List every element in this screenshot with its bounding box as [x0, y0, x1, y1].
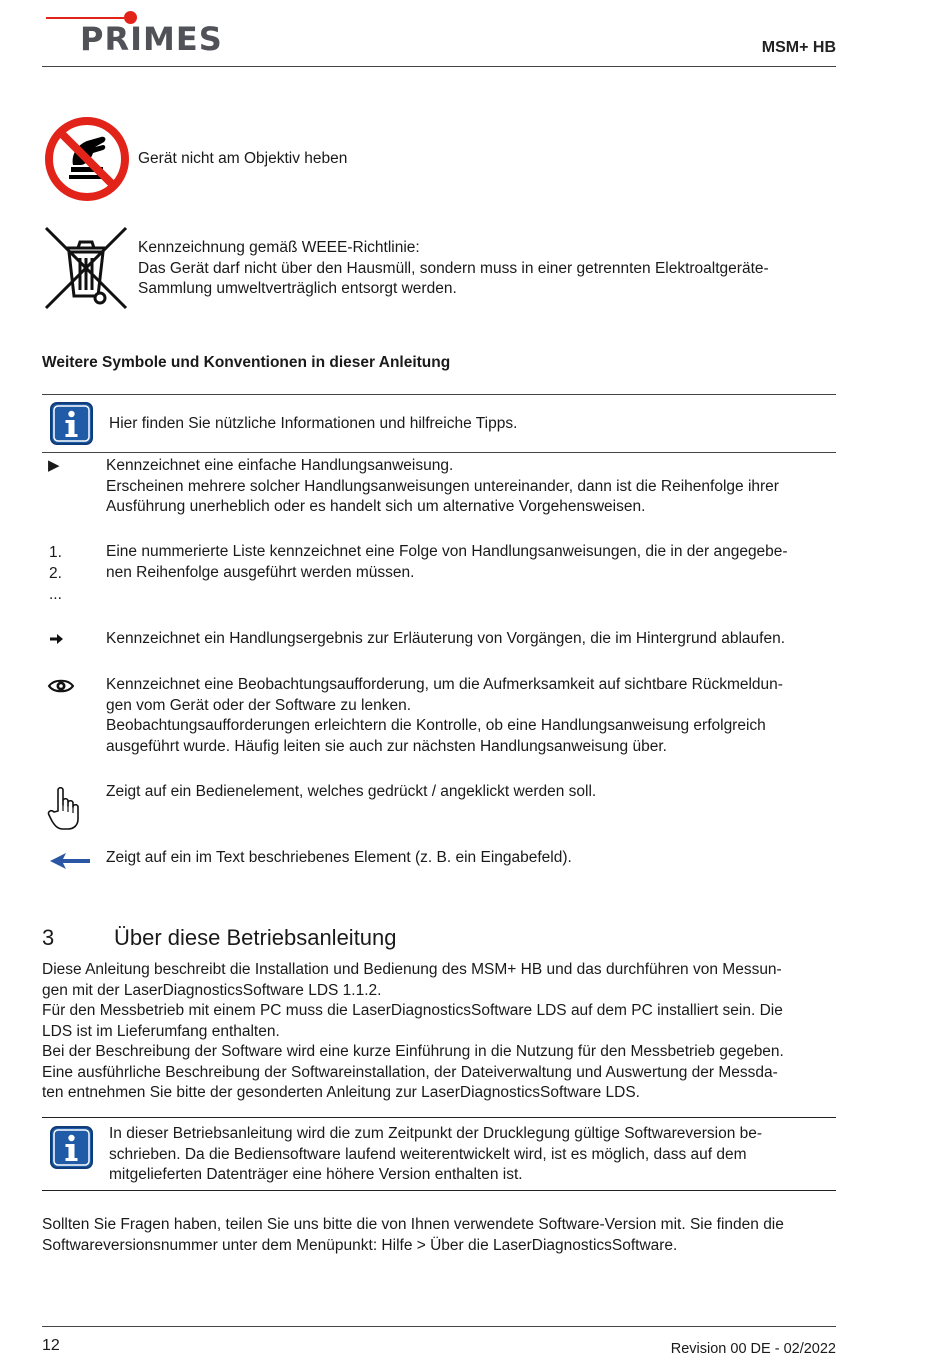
info-box-divider-bottom: [42, 1190, 836, 1191]
result-arrow-icon: [50, 633, 64, 645]
info-icon: [49, 1125, 94, 1170]
document-id: MSM+ HB: [761, 39, 836, 56]
logo-swoosh: [46, 17, 124, 19]
arrow-convention-text: Zeigt auf ein im Text beschriebenes Element (z. B. ein Eingabefeld).: [106, 849, 572, 866]
pointer-arrow-icon: [50, 851, 90, 871]
eye-icon: [47, 677, 75, 695]
conventions-heading: Weitere Symbole und Konventionen in dieser Anleitung: [42, 354, 451, 371]
info-icon: [49, 401, 94, 446]
step-convention-text: Kennzeichnet eine einfache Handlungsanweisung. Erscheinen mehrere solcher Handlungsanweisungen untereinander, dann ist die Reihenfolge ihrer Ausführung unerheblich oder es handelt sich um alternative Vorgehensweisen.: [106, 457, 779, 515]
weee-crossed-bin-icon: [42, 224, 130, 312]
info-box-divider-top: [42, 1117, 836, 1118]
info-convention-text: Hier finden Sie nützliche Informationen und hilfreiche Tipps.: [109, 415, 518, 432]
section-number: 3: [42, 925, 55, 950]
symbol-text-weee: Kennzeichnung gemäß WEEE-Richtlinie: Das Gerät darf nicht über den Hausmüll, sondern muss in einer getrennten Elektroaltgeräte- Sammlung umweltverträglich entsorgt werden.: [138, 239, 769, 297]
pointing-hand-icon: [46, 785, 82, 831]
numbered-convention-text: Eine nummerierte Liste kennzeichnet eine Folge von Handlungsanweisungen, die in der angegebe- nen Reihenfolge ausgeführt werden müssen.: [106, 543, 788, 581]
step-marker: ▶: [48, 457, 60, 474]
conventions-divider-top: [42, 394, 836, 395]
section-info-text: In dieser Betriebsanleitung wird die zum Zeitpunkt der Drucklegung gültige Softwareversion be- schrieben. Da die Bediensoftware laufend weiterentwickelt wird, ist es möglich, dass auf dem mitgelieferten Datenträger eine höhere Version enthalten ist.: [109, 1125, 763, 1183]
conventions-divider-bottom: [42, 452, 836, 453]
section-title: Über diese Betriebsanleitung: [114, 925, 397, 950]
page-number: 12: [42, 1337, 60, 1354]
symbol-text-no-lifting: Gerät nicht am Objektiv heben: [138, 150, 348, 167]
header-divider: [42, 66, 836, 67]
numbered-marker: 1. 2. ...: [49, 544, 62, 603]
observe-convention-text: Kennzeichnet eine Beobachtungsaufforderung, um die Aufmerksamkeit auf sichtbare Rückmeldun- gen vom Gerät oder der Software zu lenken. Beobachtungsaufforderungen erleichtern die Kontrolle, ob eine Handlungsanweisung erfolgreich ausgeführt wurde. Häufig leiten sie auch zur nächsten Handlungsanweisung über.: [106, 676, 783, 755]
revision: Revision 00 DE - 02/2022: [670, 1341, 836, 1357]
click-convention-text: Zeigt auf ein Bedienelement, welches gedrückt / angeklickt werden soll.: [106, 783, 597, 800]
section-closing: Sollten Sie Fragen haben, teilen Sie uns bitte die von Ihnen verwendete Software-Version mit. Sie finden die Softwareversionsnummer unter dem Menüpunkt: Hilfe > Über die LaserDiagnosticsSoftware.: [42, 1216, 784, 1254]
result-convention-text: Kennzeichnet ein Handlungsergebnis zur Erläuterung von Vorgängen, die im Hintergrund ablaufen.: [106, 630, 786, 647]
section-body: Diese Anleitung beschreibt die Installation und Bedienung des MSM+ HB und das durchführen von Messun- gen mit der LaserDiagnosticsSoftware LDS 1.1.2. Für den Messbetrieb mit einem PC muss die LaserDiagnosticsSoftware LDS auf dem PC installiert sein. Die LDS ist im Lieferumfang enthalten. Bei der Beschreibung der Software wird eine kurze Einführung in die Nutzung für den Messbetrieb gegeben. Eine ausführliche Beschreibung der Softwareinstallation, der Dateiverwaltung und Auswertung der Messda- ten entnehmen Sie bitte der gesonderten Anleitung zur LaserDiagnosticsSoftware LDS.: [42, 961, 784, 1101]
no-lifting-by-lens-icon: [43, 115, 131, 203]
logo: PRIMES: [80, 20, 223, 58]
footer-divider: [42, 1326, 836, 1327]
